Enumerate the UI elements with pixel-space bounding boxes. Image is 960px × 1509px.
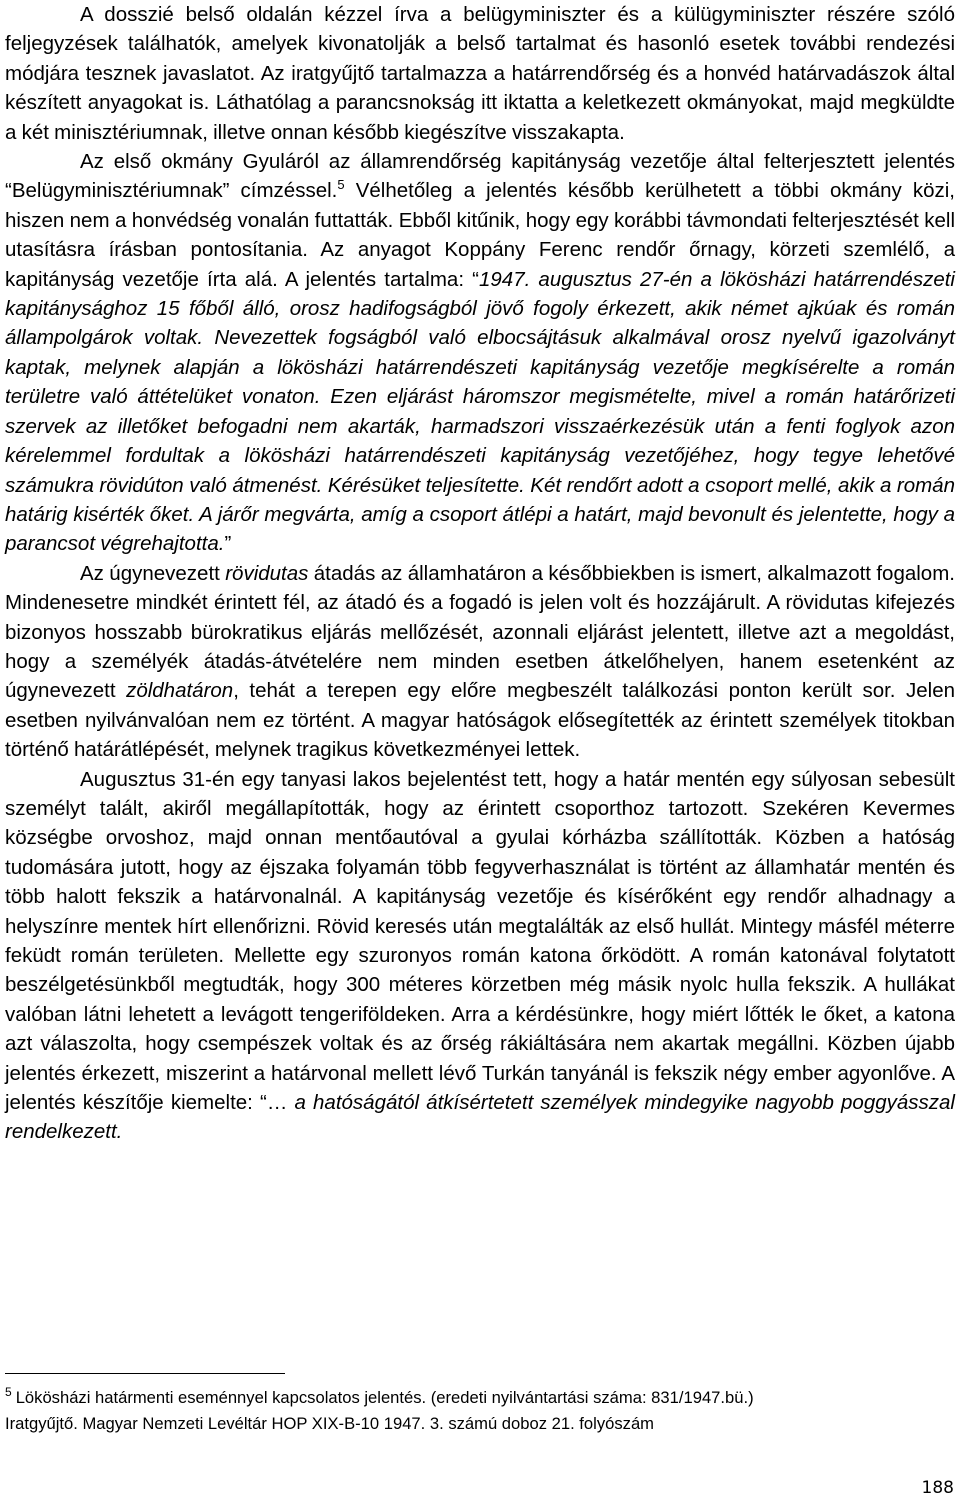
text-run: átadás az államhatáron a későbbiekben is ismert, alkalmazott fogalom. Mindenesetre mindkét érintett fél, az átadó és a fogadó is jelen volt és hozzájárult. A rövidutas kifejezés bizonyos hosszabb bürokratikus eljárás mellőzését, azonnali eljárást jelentett, illetve azt a megoldást, hogy a személyék átadás-átvételére nem minden esetben átkelőhelyen, hanem esetenként az úgynevezett [5,561,955,703]
footnote-reference: 5 [337,177,345,193]
footnote-line-1: Lökösházi határmenti eseménnyel kapcsolatos jelentés. (eredeti nyilvántartási száma: 831/1947.bü.) [15,1388,754,1407]
footnote-5 [5,1385,957,1411]
text-run: ” [224,532,232,556]
text-run: Vélhetőleg a jelentés később kerülhetett a többi okmány közi, hiszen nem a honvédség vonalán futtatták. Ebből kitűnik, hogy egy korábbi távmondati felterjesztését kell utasításra írásban pontosítania. Az anyagot Koppány Ferenc rendőr őrnagy, körzeti szemlélő, a kapitányság vezetője írta alá. A jelentés tartalma: “ [5,179,955,291]
paragraph-3 [5,559,955,765]
text-run: , tehát a terepen egy előre megbeszélt találkozási ponton került sor. Jelen esetben nyilvánvalóan nem ez történt. A magyar hatóságok elősegítették az érintett személyek titokban történő határátlépését, melynek tragikus következményei lettek. [5,679,956,762]
paragraph-2 [5,147,955,559]
italic-run: 1947. augusztus 27-én a lökösházi határrendészeti kapitánysághoz 15 főből álló, orosz hadifogságból jövő fogoly érkezett, akik német ajkúak és román állampolgárok voltak. Nevezettek fogságból való elbocsájtásuk alkalmával orosz nyelvű igazolványt kaptak, melynek alapján a lökösházi határrendészeti kapitányság vezetője megkísérelte a román területre való áttételüket vonaton. Ezen eljárást háromszor megismételte, mivel a román határőrizeti szervek az illetőket befogadni nem akarták, harmadszori visszaérkezésük után a fenti foglyok azon kérelemmel fordultak a lökösházi határrendészeti kapitányság vezetőjéhez, hogy tegye lehetővé számukra rövidúton való átmenést. Kérésüket teljesítette. Két rendőrt adott a csoport mellé, akik a román határig kisérték őket. A járőr megvárta, amíg a csoport átlépi a határt, majd bevonult és jelentette, hogy a parancsot végrehajtotta. [5,267,955,556]
footnote-divider [5,1373,285,1374]
footnote-line-2: Iratgyűjtő. Magyar Nemzeti Levéltár HOP XIX-B-10 1947. 3. számú doboz 21. folyószám [5,1414,654,1433]
paragraph-4 [5,765,955,1147]
footnote-mark: 5 [5,1385,12,1400]
italic-run: rövidutas [225,561,309,585]
paragraph-1 [5,0,955,147]
body-text [5,0,955,1147]
italic-run: a hatóságától átkísértetett személyek mindegyike nagyobb poggyásszal rendelkezett. [5,1091,955,1144]
text-run: Az úgynevezett [80,561,226,585]
document-page [5,0,955,1147]
italic-run: zöldhatáron [126,679,234,703]
text-run: A dosszié belső oldalán kézzel írva a belügyminiszter és a külügyminiszter részére szóló feljegyzések találhatók, amelyek kivonatolják a belső tartalmat és hasonló esetek további rendezési módjára tesznek javaslatot. Az iratgyűjtő tartalmazza a határrendőrség és a honvéd határvadászok által készített anyagokat is. Láthatólag a parancsnokság itt iktatta a keletkezett okmányokat, majd megküldte a két minisztériumnak, illetve onnan később kiegészítve visszakapta. [5,3,955,144]
text-run: Augusztus 31-én egy tanyasi lakos bejelentést tett, hogy a határ mentén egy súlyosan sebesült személyt talált, akiről megállapították, hogy az érintett csoporthoz tartozott. Szekéren Kevermes községbe orvoshoz, majd onnan mentőautóval a gyulai kórházba szállították. Közben a hatóság tudomására jutott, hogy az éjszaka folyamán több fegyverhasználat is történt az államhatár mentén és több halott fekszik a határvonalnál. A kapitányság vezetője és kísérőként egy rendőr alhadnagy a helyszínre mentek hírt ellenőrizni. Rövid keresés után megtalálták az első hullát. Mintegy másfél méterre feküdt román területen. Mellette egy szuronyos román katona őrködött. A román katonával folytatott beszélgetésünkből megtudták, hogy 300 méteres körzetben még másik nyolc hulla fekszik. A hullákat valóban látni lehetett a levágott tengeriföldeken. Arra a kérdésünkre, hogy miért lőtték le őket, a katona azt válaszolta, hogy csempészek voltak és az őrség rákiáltására nem akartak megállni. Közben újabb jelentés érkezett, miszerint a határvonal mellett lévő Turkán tanyánál is fekszik négy ember agyonlőve. A jelentés készítője kiemelte: “… [5,767,955,1115]
text-run: Az első okmány Gyuláról az államrendőrség kapitányság vezetője által felterjesztett jelentés “Belügyminisztériumnak” címzéssel. [5,150,955,203]
footnotes [5,1385,957,1437]
page-number: 188 [921,1478,954,1498]
